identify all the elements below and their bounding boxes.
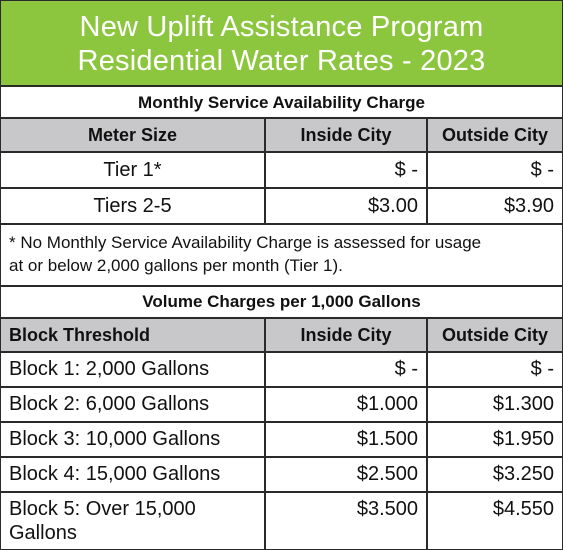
outside-city-value: $3.90 — [426, 189, 562, 223]
inside-city-value: $1.500 — [264, 423, 426, 456]
outside-city-value: $1.950 — [426, 423, 562, 456]
outside-city-value: $ - — [426, 153, 562, 187]
inside-city-value: $3.500 — [264, 493, 426, 549]
inside-city-value: $1.000 — [264, 388, 426, 421]
title-line-1: New Uplift Assistance Program — [79, 11, 484, 43]
row-label: Block 1: 2,000 Gallons — [9, 358, 210, 380]
service-charge-header-row — [1, 119, 562, 153]
footnote — [1, 225, 562, 287]
inside-city-value: $3.00 — [264, 189, 426, 223]
outside-city-value: $3.250 — [426, 458, 562, 491]
inside-city-value: $ - — [264, 353, 426, 386]
table-row — [1, 493, 562, 549]
column-header-inside-city: Inside City — [264, 319, 426, 351]
outside-city-value: $1.300 — [426, 388, 562, 421]
row-label — [1, 493, 264, 549]
row-label: Block 2: 6,000 Gallons — [9, 393, 210, 415]
outside-city-value: $4.550 — [426, 493, 562, 549]
row-label: Tiers 2-5 — [93, 194, 172, 217]
row-label: Block 3: 10,000 Gallons — [9, 428, 221, 450]
table-row — [1, 189, 562, 225]
column-header-outside-city: Outside City — [426, 319, 562, 351]
volume-charges-header-row — [1, 319, 562, 353]
column-header-inside-city: Inside City — [264, 119, 426, 151]
table-row — [1, 423, 562, 458]
table-row — [1, 353, 562, 388]
row-label-line-1: Block 5: Over 15,000 — [9, 498, 196, 520]
column-header-block-threshold: Block Threshold — [9, 324, 151, 345]
title-line-2: Residential Water Rates - 2023 — [77, 45, 486, 77]
volume-charges-heading: Volume Charges per 1,000 Gallons — [1, 287, 562, 319]
outside-city-value: $ - — [426, 353, 562, 386]
table-row — [1, 388, 562, 423]
row-label-line-2: Gallons — [9, 522, 77, 544]
table-row — [1, 153, 562, 189]
inside-city-value: $ - — [264, 153, 426, 187]
row-label: Tier 1* — [103, 158, 162, 181]
table-row — [1, 458, 562, 493]
title-banner — [1, 1, 562, 87]
column-header-outside-city: Outside City — [426, 119, 562, 151]
footnote-line-2: at or below 2,000 gallons per month (Tier 1). — [9, 256, 343, 275]
row-label: Block 4: 15,000 Gallons — [9, 463, 221, 485]
service-charge-heading: Monthly Service Availability Charge — [1, 89, 562, 119]
inside-city-value: $2.500 — [264, 458, 426, 491]
column-header-meter-size: Meter Size — [87, 124, 178, 145]
footnote-line-1: * No Monthly Service Availability Charge is assessed for usage — [9, 233, 482, 252]
